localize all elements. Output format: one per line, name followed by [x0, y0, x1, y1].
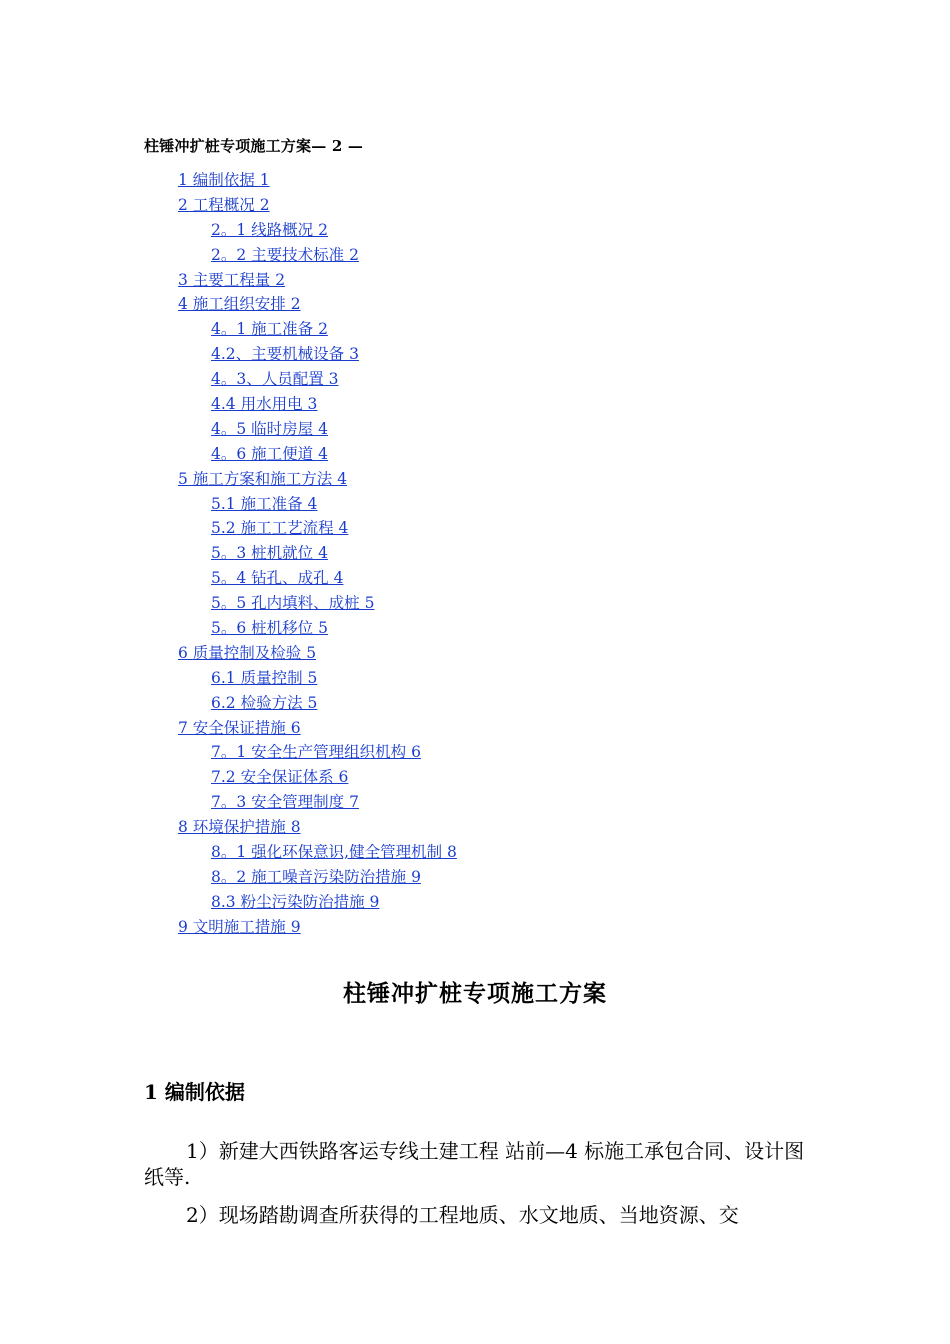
- toc-link[interactable]: 4。3、人员配置 3: [211, 370, 339, 389]
- toc-link[interactable]: 5。6 桩机移位 5: [211, 619, 328, 638]
- paragraph: 2）现场踏勘调查所获得的工程地质、水文地质、当地资源、交: [186, 1203, 739, 1227]
- toc-link[interactable]: 8 环境保护措施 8: [178, 818, 301, 837]
- toc-link[interactable]: 5。4 钻孔、成孔 4: [211, 569, 344, 588]
- page-header: 柱锤冲扩桩专项施工方案— 2 —: [144, 137, 364, 155]
- toc-link[interactable]: 7。3 安全管理制度 7: [211, 793, 359, 812]
- toc-link[interactable]: 5 施工方案和施工方法 4: [178, 469, 348, 488]
- toc-link[interactable]: 3 主要工程量 2: [178, 270, 286, 289]
- toc-link[interactable]: 6 质量控制及检验 5: [178, 643, 317, 662]
- toc-link[interactable]: 2。2 主要技术标准 2: [211, 245, 359, 264]
- toc-link[interactable]: 4。5 临时房屋 4: [211, 419, 328, 438]
- toc-link[interactable]: 4.2、主要机械设备 3: [211, 345, 359, 364]
- toc-link[interactable]: 4.4 用水用电 3: [211, 395, 318, 414]
- toc-link[interactable]: 8。1 强化环保意识,健全管理机制 8: [211, 843, 457, 862]
- toc-link[interactable]: 2 工程概况 2: [178, 195, 270, 214]
- toc-link[interactable]: 1 编制依据 1: [178, 171, 270, 189]
- toc-link[interactable]: 4。6 施工便道 4: [211, 444, 328, 463]
- toc-link[interactable]: 5.1 施工准备 4: [211, 494, 318, 513]
- toc-link[interactable]: 7.2 安全保证体系 6: [211, 768, 349, 787]
- toc-link[interactable]: 5。5 孔内填料、成桩 5: [211, 594, 375, 613]
- toc-link[interactable]: 9 文明施工措施 9: [178, 917, 301, 936]
- toc-link[interactable]: 8.3 粉尘污染防治措施 9: [211, 892, 380, 911]
- toc-link[interactable]: 4 施工组织安排 2: [178, 295, 301, 314]
- body-text: [144, 1138, 824, 1240]
- toc-link[interactable]: 8。2 施工噪音污染防治措施 9: [211, 867, 421, 886]
- table-of-contents: [0, 168, 950, 940]
- toc-link[interactable]: 6.2 检验方法 5: [211, 693, 318, 712]
- toc-link[interactable]: 2。1 线路概况 2: [211, 220, 328, 239]
- toc-link[interactable]: 5.2 施工工艺流程 4: [211, 519, 349, 538]
- toc-link[interactable]: 7 安全保证措施 6: [178, 718, 301, 737]
- toc-link[interactable]: 6.1 质量控制 5: [211, 668, 318, 687]
- toc-link[interactable]: 5。3 桩机就位 4: [211, 544, 328, 563]
- toc-link[interactable]: 7。1 安全生产管理组织机构 6: [211, 743, 421, 762]
- document-title: 柱锤冲扩桩专项施工方案: [343, 980, 607, 1007]
- toc-link[interactable]: 4。1 施工准备 2: [211, 320, 328, 339]
- section-heading: 1 编制依据: [144, 1080, 245, 1104]
- paragraph: 1）新建大西铁路客运专线土建工程 站前—4 标施工承包合同、设计图纸等.: [144, 1139, 805, 1189]
